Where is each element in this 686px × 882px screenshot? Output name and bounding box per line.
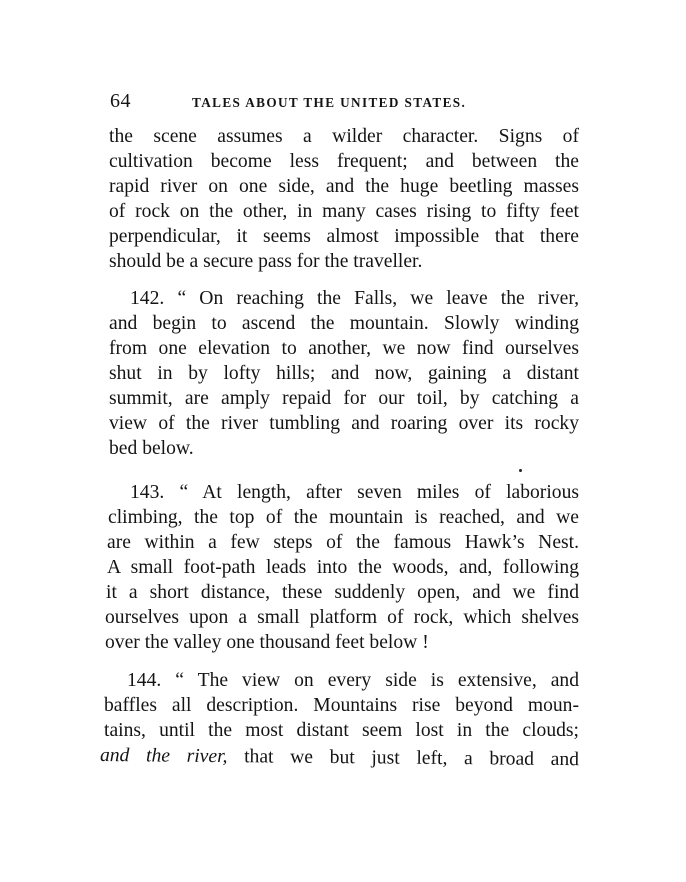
text-line: climbing, the top of the mountain is reached, and we: [108, 507, 579, 528]
text-line: view of the river tumbling and roaring over its rocky: [109, 413, 579, 434]
text-line: rapid river on one side, and the huge beetling masses: [109, 176, 579, 197]
text-line-final: [100, 744, 579, 772]
paragraph-143-first-line: 143. “ At length, after seven miles of laborious: [130, 482, 579, 503]
page-number: 64: [110, 90, 131, 112]
text-line: baffles all description. Mountains rise beyond moun-: [104, 695, 579, 716]
text-line: bed below.: [109, 438, 194, 459]
text-line: shut in by lofty hills; and now, gaining a distant: [109, 363, 579, 384]
text-line: perpendicular, it seems almost impossible that there: [109, 226, 579, 247]
text-line: tains, until the most distant seem lost in the clouds;: [104, 720, 579, 741]
paragraph-142-first-line: 142. “ On reaching the Falls, we leave the river,: [130, 288, 579, 309]
text-line: A small foot-path leads into the woods, and, following: [107, 557, 579, 578]
text-line: the scene assumes a wilder character. Signs of: [109, 126, 579, 147]
text-line: over the valley one thousand feet below !: [105, 632, 429, 653]
text-line: from one elevation to another, we now find ourselves: [109, 338, 579, 359]
text-line: of rock on the other, in many cases rising to fifty feet: [109, 201, 579, 222]
ink-speck: [519, 469, 522, 472]
italic-phrase: and the river,: [99, 745, 228, 768]
roman-phrase: that we but just left, a broad and: [227, 746, 580, 771]
text-line: ourselves upon a small platform of rock, which shelves: [105, 607, 579, 628]
text-line: are within a few steps of the famous Hawk’s Nest.: [107, 532, 579, 553]
running-head: TALES ABOUT THE UNITED STATES.: [192, 95, 467, 110]
text-line: cultivation become less frequent; and between the: [109, 151, 579, 172]
text-line: should be a secure pass for the traveller.: [109, 251, 423, 272]
text-line: and begin to ascend the mountain. Slowly winding: [109, 313, 579, 334]
text-line: summit, are amply repaid for our toil, by catching a: [109, 388, 579, 409]
page-header: [110, 90, 580, 116]
text-line: it a short distance, these suddenly open, and we find: [106, 582, 579, 603]
paragraph-144-first-line: 144. “ The view on every side is extensive, and: [127, 670, 579, 691]
